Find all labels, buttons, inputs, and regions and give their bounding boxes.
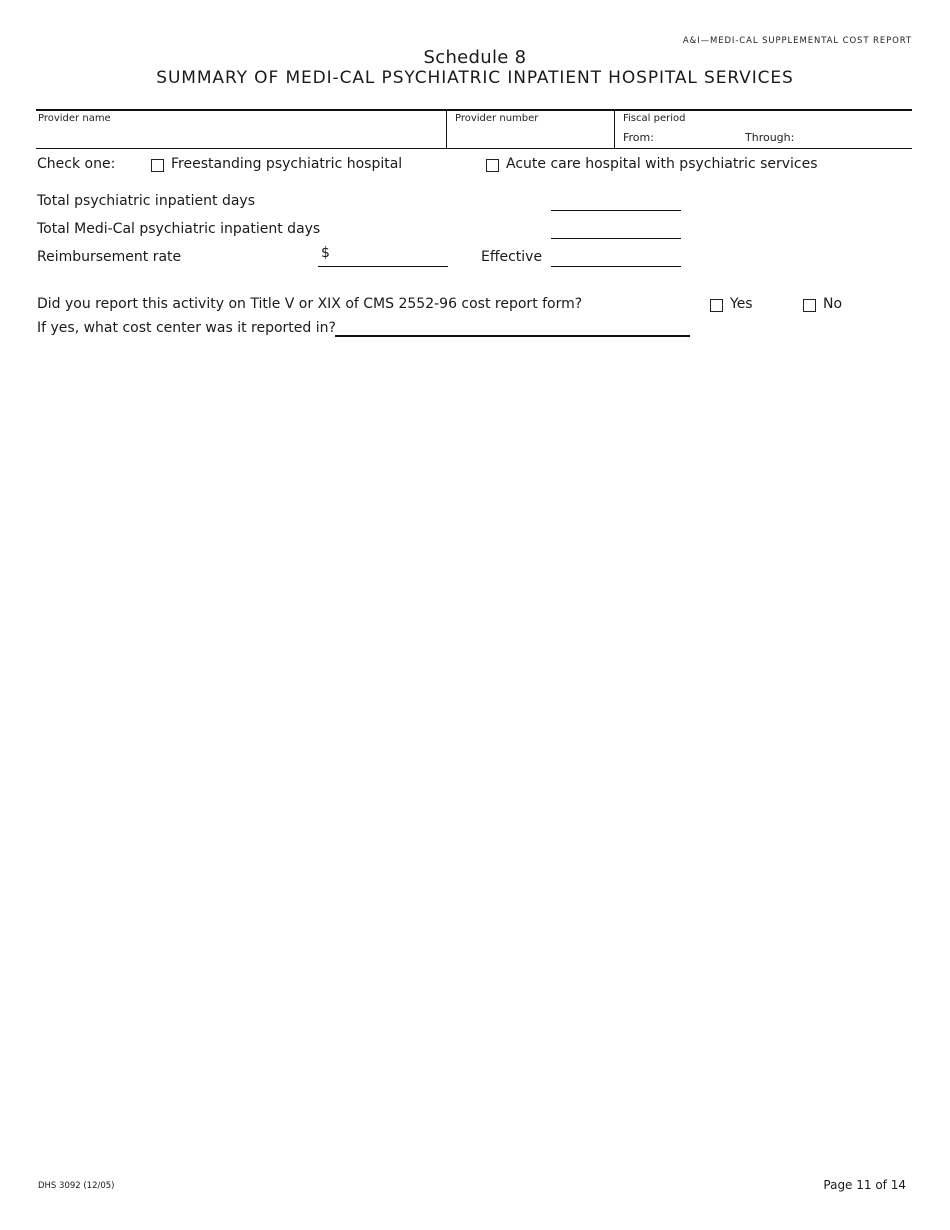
yes-checkbox[interactable] <box>710 299 723 312</box>
total-days-field[interactable] <box>551 210 681 211</box>
form-number: DHS 3092 (12/05) <box>38 1181 115 1191</box>
freestanding-checkbox[interactable] <box>151 159 164 172</box>
no-label: No <box>823 296 843 312</box>
medi-cal-days-label: Total Medi-Cal psychiatric inpatient days <box>37 221 321 237</box>
effective-label: Effective <box>481 249 543 265</box>
check-one-label: Check one: <box>37 156 116 172</box>
cms-question-text: Did you report this activity on Title V or XIX of CMS 2552-96 cost report form? <box>37 296 583 312</box>
schedule-title: Schedule 8 <box>423 47 527 68</box>
fiscal-through-field[interactable] <box>800 127 908 145</box>
fiscal-from-field[interactable] <box>658 127 740 145</box>
effective-date-field[interactable] <box>551 266 681 267</box>
fiscal-period-label: Fiscal period <box>623 113 686 124</box>
medi-cal-days-field[interactable] <box>551 238 681 239</box>
acute-care-option-label: Acute care hospital with psychiatric services <box>506 156 818 172</box>
fiscal-through-label: Through: <box>745 131 795 144</box>
acute-care-checkbox[interactable] <box>486 159 499 172</box>
dollar-sign: $ <box>321 245 330 261</box>
provider-name-label: Provider name <box>38 113 111 124</box>
fiscal-from-label: From: <box>623 131 654 144</box>
page-title: SUMMARY OF MEDI-CAL PSYCHIATRIC INPATIENT HOSPITAL SERVICES <box>156 68 794 88</box>
total-days-label: Total psychiatric inpatient days <box>37 193 256 209</box>
provider-name-field[interactable] <box>38 125 442 145</box>
provider-info-box <box>36 109 912 149</box>
yes-label: Yes <box>730 296 753 312</box>
reimbursement-rate-label: Reimbursement rate <box>37 249 182 265</box>
provider-number-label: Provider number <box>455 113 539 124</box>
no-checkbox[interactable] <box>803 299 816 312</box>
freestanding-option-label: Freestanding psychiatric hospital <box>171 156 403 172</box>
provider-number-field[interactable] <box>450 125 610 145</box>
info-box-divider <box>614 111 615 148</box>
cost-center-question: If yes, what cost center was it reported in? <box>37 320 336 336</box>
cost-center-field[interactable] <box>335 335 690 337</box>
page-number: Page 11 of 14 <box>823 1178 906 1192</box>
form-series-label: A&I—MEDI-CAL SUPPLEMENTAL COST REPORT <box>682 36 912 46</box>
info-box-divider <box>446 111 447 148</box>
reimbursement-rate-field[interactable] <box>318 266 448 267</box>
